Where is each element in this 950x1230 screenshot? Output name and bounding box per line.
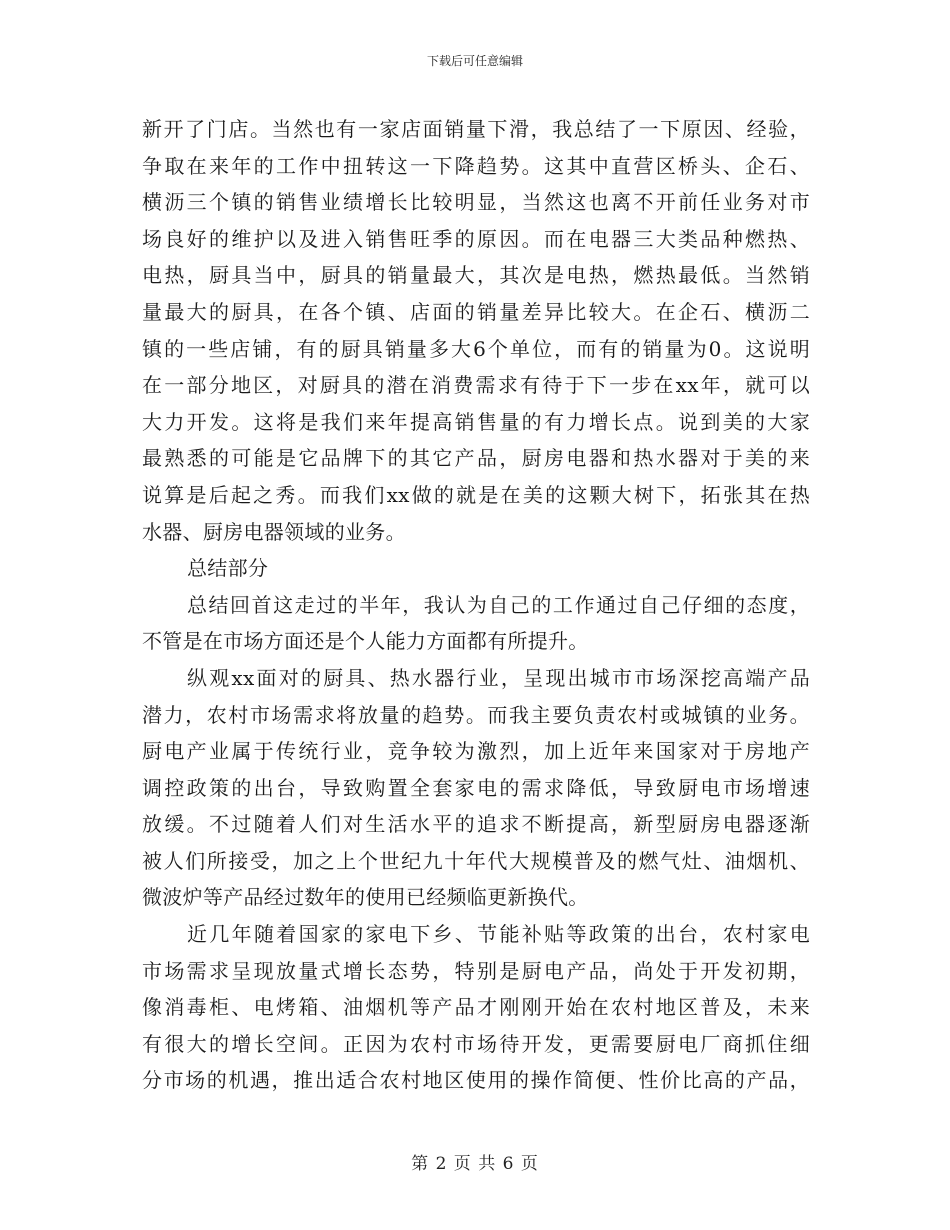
text-line: 有很大的增长空间。正因为农村市场待开发，更需要厨电厂商抓住细	[142, 1031, 810, 1056]
text-line: 电热，厨具当中，厨具的销量最大，其次是电热，燃热最低。当然销	[142, 263, 810, 288]
text-line: 总结回首这走过的半年，我认为自己的工作通过自己仔细的态度，	[187, 592, 810, 617]
text-line: 最熟悉的可能是它品牌下的其它产品，厨房电器和热水器对于美的来	[142, 446, 810, 471]
text-line: 微波炉等产品经过数年的使用已经频临更新换代。	[142, 885, 589, 910]
text-line: 镇的一些店铺，有的厨具销量多大6个单位，而有的销量为0。这说明	[142, 336, 810, 361]
text-line: 分市场的机遇，推出适合农村地区使用的操作简便、性价比高的产品，	[142, 1068, 810, 1093]
text-line: 潜力，农村市场需求将放量的趋势。而我主要负责农村或城镇的业务。	[142, 702, 810, 727]
text-line: 量最大的厨具，在各个镇、店面的销量差异比较大。在企石、横沥二	[142, 299, 810, 324]
text-line: 像消毒柜、电烤箱、油烟机等产品才刚刚开始在农村地区普及，未来	[142, 995, 810, 1020]
text-line: 大力开发。这将是我们来年提高销售量的有力增长点。说到美的大家	[142, 409, 810, 434]
text-line: 纵观xx面对的厨具、热水器行业，呈现出城市市场深挖高端产品	[187, 665, 810, 690]
text-line: 说算是后起之秀。而我们xx做的就是在美的这颗大树下，拓张其在热	[142, 482, 810, 507]
text-line: 不管是在市场方面还是个人能力方面都有所提升。	[142, 629, 589, 654]
text-line: 场良好的维护以及进入销售旺季的原因。而在电器三大类品种燃热、	[142, 226, 810, 251]
page-footer: 第 2 页 共 6 页	[411, 1154, 539, 1174]
text-line: 厨电产业属于传统行业，竞争较为激烈，加上近年来国家对于房地产	[142, 739, 810, 764]
text-line: 争取在来年的工作中扭转这一下降趋势。这其中直营区桥头、企石、	[142, 153, 810, 178]
page-header: 下载后可任意编辑	[426, 54, 523, 68]
text-line: 水器、厨房电器领域的业务。	[142, 519, 406, 544]
document-body	[142, 111, 810, 1099]
text-line: 市场需求呈现放量式增长态势，特别是厨电产品，尚处于开发初期，	[142, 958, 810, 983]
text-line: 在一部分地区，对厨具的潜在消费需求有待于下一步在xx年，就可以	[142, 373, 810, 398]
text-line: 放缓。不过随着人们对生活水平的追求不断提高，新型厨房电器逐渐	[142, 812, 810, 837]
text-line: 总结部分	[187, 556, 269, 581]
text-line: 被人们所接受，加之上个世纪九十年代大规模普及的燃气灶、油烟机、	[142, 848, 810, 873]
text-line: 调控政策的出台，导致购置全套家电的需求降低，导致厨电市场增速	[142, 775, 810, 800]
text-line: 新开了门店。当然也有一家店面销量下滑，我总结了一下原因、经验，	[142, 117, 810, 141]
text-line: 横沥三个镇的销售业绩增长比较明显，当然这也离不开前任业务对市	[142, 190, 810, 215]
text-line: 近几年随着国家的家电下乡、节能补贴等政策的出台，农村家电	[187, 922, 810, 947]
